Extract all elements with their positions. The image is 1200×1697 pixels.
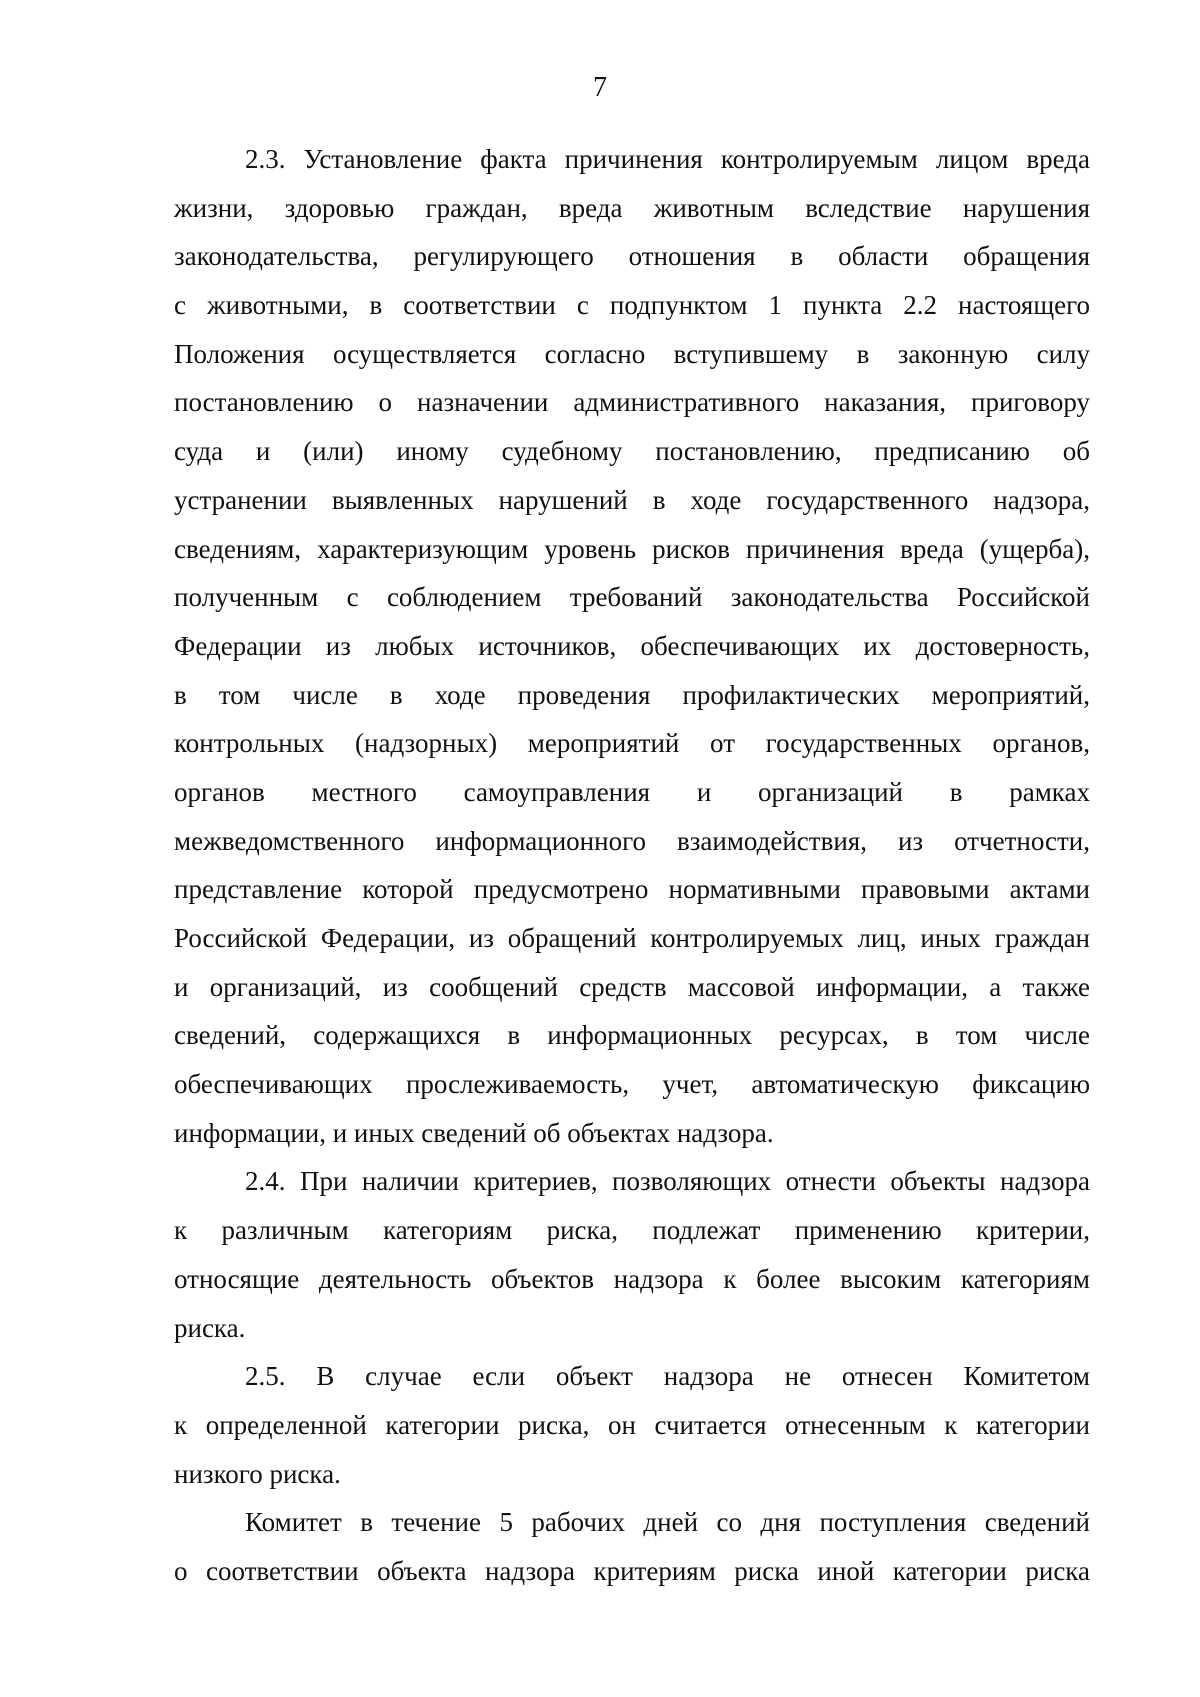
text-line: 2.5. В случае если объект надзора не отнесен Комитетом xyxy=(245,1361,1090,1392)
text-line: 2.4. При наличии критериев, позволяющих отнести объекты надзора xyxy=(245,1166,1090,1197)
text-line: жизни, здоровью граждан, вреда животным вследствие нарушения xyxy=(174,192,1090,223)
page-number: 7 xyxy=(593,72,607,103)
document-body xyxy=(174,135,1090,1596)
text-line: к различным категориям риска, подлежат применению критерии, xyxy=(174,1215,1090,1246)
text-line: и организаций, из сообщений средств массовой информации, а также xyxy=(174,971,1090,1002)
text-line: к определенной категории риска, он считается отнесенным к категории xyxy=(174,1409,1090,1440)
text-line: суда и (или) иному судебному постановлению, предписанию об xyxy=(174,436,1090,467)
text-line: сведениям, характеризующим уровень рисков причинения вреда (ущерба), xyxy=(174,533,1090,564)
text-line: в том числе в ходе проведения профилактических мероприятий, xyxy=(174,679,1090,710)
text-line: полученным с соблюдением требований законодательства Российской xyxy=(174,582,1090,613)
text-line: контрольных (надзорных) мероприятий от государственных органов, xyxy=(174,728,1090,759)
text-line: информации, и иных сведений об объектах надзора. xyxy=(174,1117,774,1148)
text-line: относящие деятельность объектов надзора к более высоким категориям xyxy=(174,1263,1090,1294)
text-line: обеспечивающих прослеживаемость, учет, автоматическую фиксацию xyxy=(174,1069,1090,1100)
paragraph-committee xyxy=(174,1498,1090,1595)
text-line: Российской Федерации, из обращений контролируемых лиц, иных граждан xyxy=(174,923,1090,953)
paragraph-2-4 xyxy=(174,1157,1090,1352)
text-line: сведений, содержащихся в информационных ресурсах, в том числе xyxy=(174,1020,1090,1051)
text-line: устранении выявленных нарушений в ходе государственного надзора, xyxy=(174,484,1090,515)
text-line: 2.3. Установление факта причинения контролируемым лицом вреда xyxy=(245,144,1090,174)
text-line: низкого риска. xyxy=(174,1458,341,1489)
text-line: о соответствии объекта надзора критериям риска иной категории риска xyxy=(174,1555,1090,1586)
text-line: представление которой предусмотрено нормативными правовыми актами xyxy=(174,874,1090,905)
paragraph-2-3 xyxy=(174,135,1090,1157)
text-line: Комитет в течение 5 рабочих дней со дня поступления сведений xyxy=(245,1507,1090,1538)
text-line: органов местного самоуправления и организаций в рамках xyxy=(174,776,1090,807)
text-line: постановлению о назначении административного наказания, приговору xyxy=(174,387,1090,418)
text-line: риска. xyxy=(174,1312,246,1343)
text-line: межведомственного информационного взаимодействия, из отчетности, xyxy=(174,825,1090,856)
text-line: законодательства, регулирующего отношения в области обращения xyxy=(174,241,1090,272)
paragraph-2-5 xyxy=(174,1352,1090,1498)
text-line: Положения осуществляется согласно вступившему в законную силу xyxy=(174,338,1090,369)
text-line: Федерации из любых источников, обеспечивающих их достоверность, xyxy=(174,630,1090,661)
text-line: с животными, в соответствии с подпунктом 1 пункта 2.2 настоящего xyxy=(174,290,1090,321)
